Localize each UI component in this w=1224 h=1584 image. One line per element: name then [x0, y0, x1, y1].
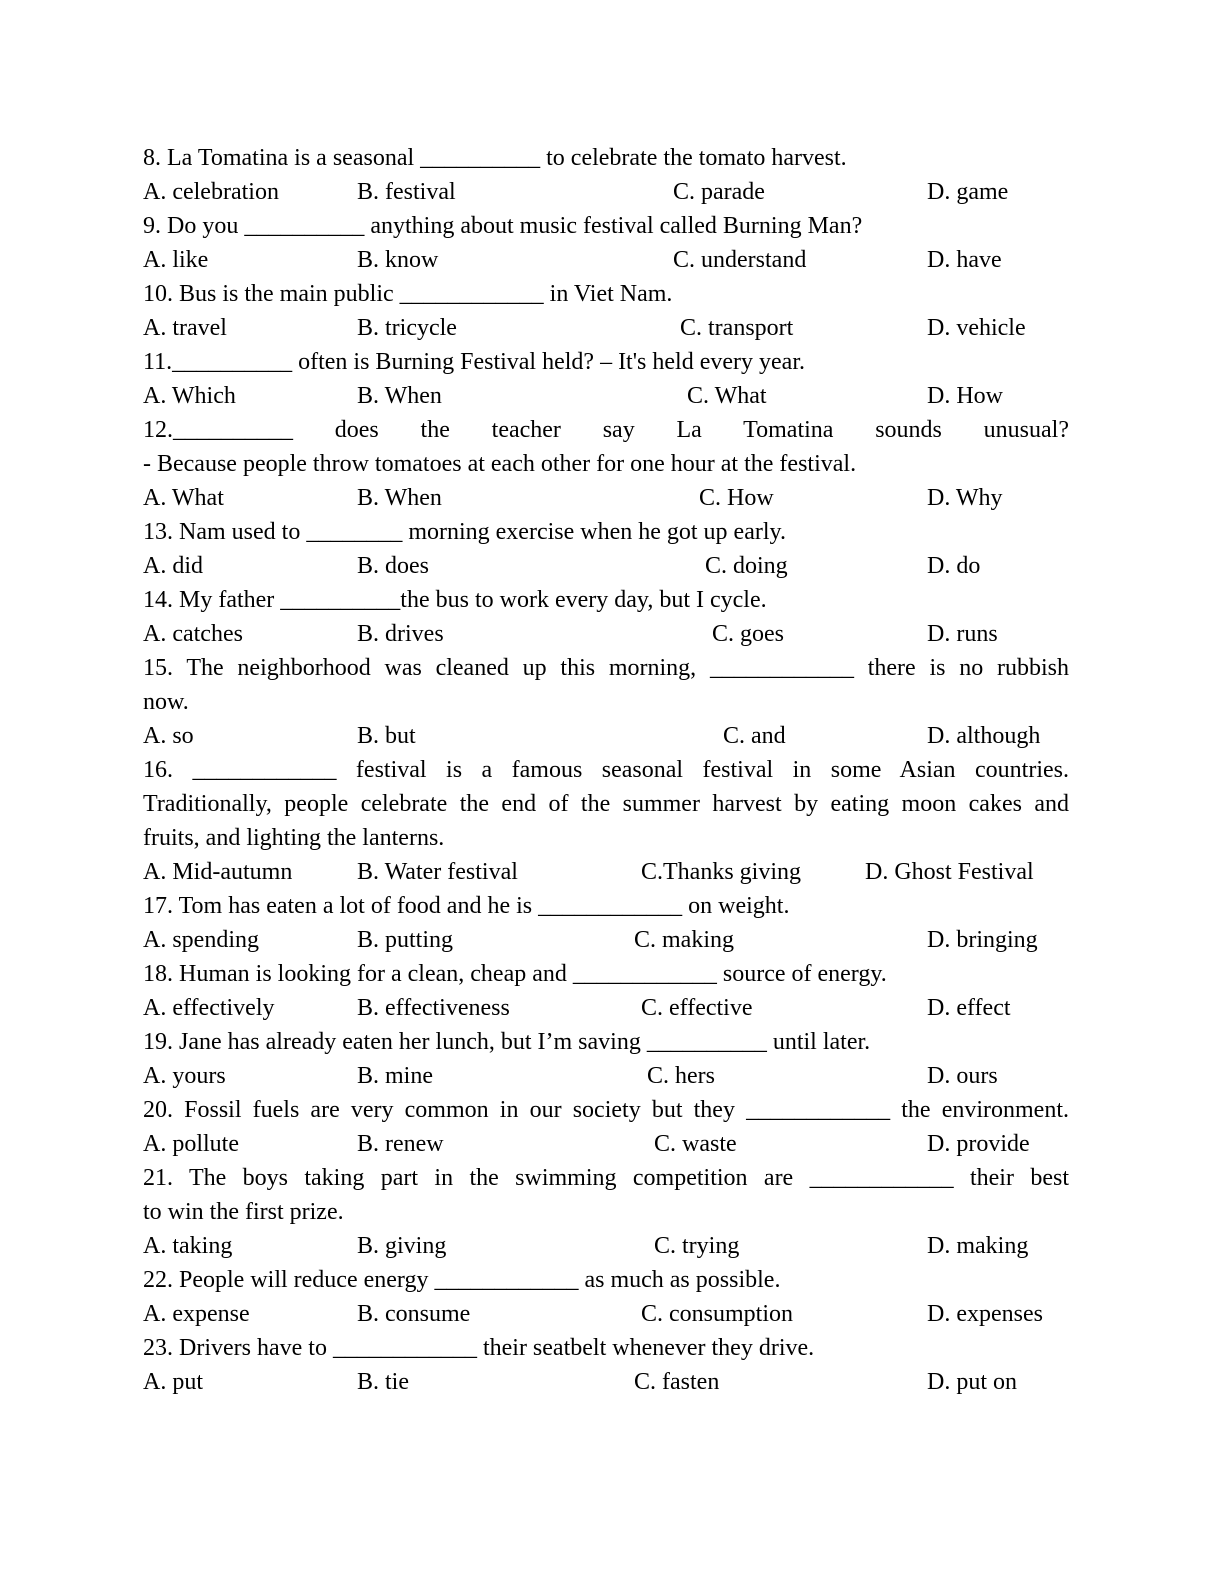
question-text: 13. Nam used to ________ morning exercise when he got up early.: [143, 519, 786, 545]
answer-options: [143, 379, 1069, 413]
answer-options: [143, 481, 1069, 515]
option-c: C. consumption: [641, 1301, 794, 1327]
option-a: A. celebration: [143, 179, 279, 205]
option-c: C. trying: [654, 1233, 740, 1259]
question-text-continued: fruits, and lighting the lanterns.: [143, 825, 445, 851]
option-c: C. doing: [705, 553, 788, 579]
question-18: [143, 957, 1069, 1025]
option-c: C. effective: [641, 995, 753, 1021]
option-d: D. How: [927, 383, 1003, 409]
question-17: [143, 889, 1069, 957]
question-8: [143, 141, 1069, 209]
option-d: D. vehicle: [927, 315, 1026, 341]
option-b: B. consume: [357, 1301, 471, 1327]
question-text: 16. ____________ festival is a famous seasonal festival in some Asian countries.: [143, 757, 1069, 783]
option-a: A. effectively: [143, 995, 275, 1021]
question-text: 18. Human is looking for a clean, cheap and ____________ source of energy.: [143, 961, 887, 987]
option-b: B. Water festival: [357, 859, 518, 885]
question-text: 8. La Tomatina is a seasonal __________ to celebrate the tomato harvest.: [143, 145, 847, 171]
option-c: C. hers: [647, 1063, 715, 1089]
option-d: D. bringing: [927, 927, 1038, 953]
option-a: A. spending: [143, 927, 259, 953]
option-d: D. Ghost Festival: [865, 859, 1034, 885]
option-d: D. making: [927, 1233, 1029, 1259]
option-a: A. yours: [143, 1063, 226, 1089]
option-d: D. runs: [927, 621, 998, 647]
question-text-continued: now.: [143, 689, 189, 715]
question-13: [143, 515, 1069, 583]
option-d: D. expenses: [927, 1301, 1043, 1327]
option-d: D. although: [927, 723, 1041, 749]
answer-options: [143, 855, 1069, 889]
question-20: [143, 1093, 1069, 1161]
option-d: D. do: [927, 553, 981, 579]
question-16: [143, 753, 1069, 889]
option-b: B. putting: [357, 927, 454, 953]
question-23: [143, 1331, 1069, 1399]
answer-options: [143, 923, 1069, 957]
question-text: 22. People will reduce energy ____________ as much as possible.: [143, 1267, 781, 1293]
option-d: D. Why: [927, 485, 1003, 511]
option-c: C. What: [687, 383, 767, 409]
answer-options: [143, 1059, 1069, 1093]
question-text: 10. Bus is the main public ____________ in Viet Nam.: [143, 281, 673, 307]
option-a: A. did: [143, 553, 203, 579]
option-b: B. drives: [357, 621, 444, 647]
answer-options: [143, 243, 1069, 277]
answer-options: [143, 549, 1069, 583]
option-d: D. effect: [927, 995, 1011, 1021]
question-21: [143, 1161, 1069, 1263]
question-text: 23. Drivers have to ____________ their seatbelt whenever they drive.: [143, 1335, 815, 1361]
option-a: A. like: [143, 247, 209, 273]
option-b: B. renew: [357, 1131, 444, 1157]
option-c: C. transport: [680, 315, 794, 341]
option-b: B. effectiveness: [357, 995, 510, 1021]
question-22: [143, 1263, 1069, 1331]
option-a: A. so: [143, 723, 194, 749]
question-text: 9. Do you __________ anything about music festival called Burning Man?: [143, 213, 863, 239]
answer-options: [143, 719, 1069, 753]
option-c: C. making: [634, 927, 734, 953]
question-10: [143, 277, 1069, 345]
answer-options: [143, 175, 1069, 209]
option-b: B. When: [357, 383, 442, 409]
option-b: B. tie: [357, 1369, 409, 1395]
option-c: C.Thanks giving: [641, 859, 801, 885]
option-d: D. put on: [927, 1369, 1017, 1395]
question-list: [143, 141, 1069, 1399]
option-c: C. and: [723, 723, 786, 749]
option-a: A. expense: [143, 1301, 250, 1327]
option-c: C. waste: [654, 1131, 737, 1157]
option-b: B. When: [357, 485, 442, 511]
question-text: 15. The neighborhood was cleaned up this morning, ____________ there is no rubbish: [143, 655, 1069, 681]
option-a: A. taking: [143, 1233, 233, 1259]
option-c: C. How: [699, 485, 774, 511]
answer-options: [143, 1127, 1069, 1161]
option-d: D. game: [927, 179, 1009, 205]
option-b: B. giving: [357, 1233, 447, 1259]
option-b: B. festival: [357, 179, 456, 205]
option-d: D. ours: [927, 1063, 998, 1089]
option-a: A. put: [143, 1369, 203, 1395]
option-c: C. goes: [712, 621, 784, 647]
answer-options: [143, 1297, 1069, 1331]
option-b: B. mine: [357, 1063, 433, 1089]
question-text-continued: - Because people throw tomatoes at each other for one hour at the festival.: [143, 451, 857, 477]
option-b: B. know: [357, 247, 439, 273]
question-11: [143, 345, 1069, 413]
option-a: A. travel: [143, 315, 227, 341]
option-a: A. What: [143, 485, 224, 511]
question-14: [143, 583, 1069, 651]
question-12: [143, 413, 1069, 515]
question-text: 20. Fossil fuels are very common in our society but they ____________ the environment.: [143, 1097, 1069, 1123]
option-a: A. Mid-autumn: [143, 859, 293, 885]
question-text: 21. The boys taking part in the swimming competition are ____________ their best: [143, 1165, 1069, 1191]
option-d: D. provide: [927, 1131, 1030, 1157]
question-15: [143, 651, 1069, 753]
question-text-continued: Traditionally, people celebrate the end of the summer harvest by eating moon cakes and: [143, 791, 1069, 817]
option-b: B. tricycle: [357, 315, 457, 341]
option-b: B. but: [357, 723, 416, 749]
option-a: A. Which: [143, 383, 236, 409]
option-a: A. catches: [143, 621, 243, 647]
answer-options: [143, 311, 1069, 345]
question-19: [143, 1025, 1069, 1093]
answer-options: [143, 617, 1069, 651]
answer-options: [143, 1229, 1069, 1263]
option-a: A. pollute: [143, 1131, 239, 1157]
question-text: 11.__________ often is Burning Festival held? – It's held every year.: [143, 349, 805, 375]
question-text: 14. My father __________the bus to work every day, but I cycle.: [143, 587, 767, 613]
answer-options: [143, 1365, 1069, 1399]
question-9: [143, 209, 1069, 277]
option-c: C. understand: [673, 247, 807, 273]
option-c: C. parade: [673, 179, 765, 205]
question-text-continued: to win the first prize.: [143, 1199, 344, 1225]
question-text: 12.__________ does the teacher say La Tomatina sounds unusual?: [143, 417, 1069, 443]
answer-options: [143, 991, 1069, 1025]
question-text: 17. Tom has eaten a lot of food and he is ____________ on weight.: [143, 893, 790, 919]
question-text: 19. Jane has already eaten her lunch, but I’m saving __________ until later.: [143, 1029, 871, 1055]
option-d: D. have: [927, 247, 1002, 273]
option-c: C. fasten: [634, 1369, 720, 1395]
option-b: B. does: [357, 553, 429, 579]
